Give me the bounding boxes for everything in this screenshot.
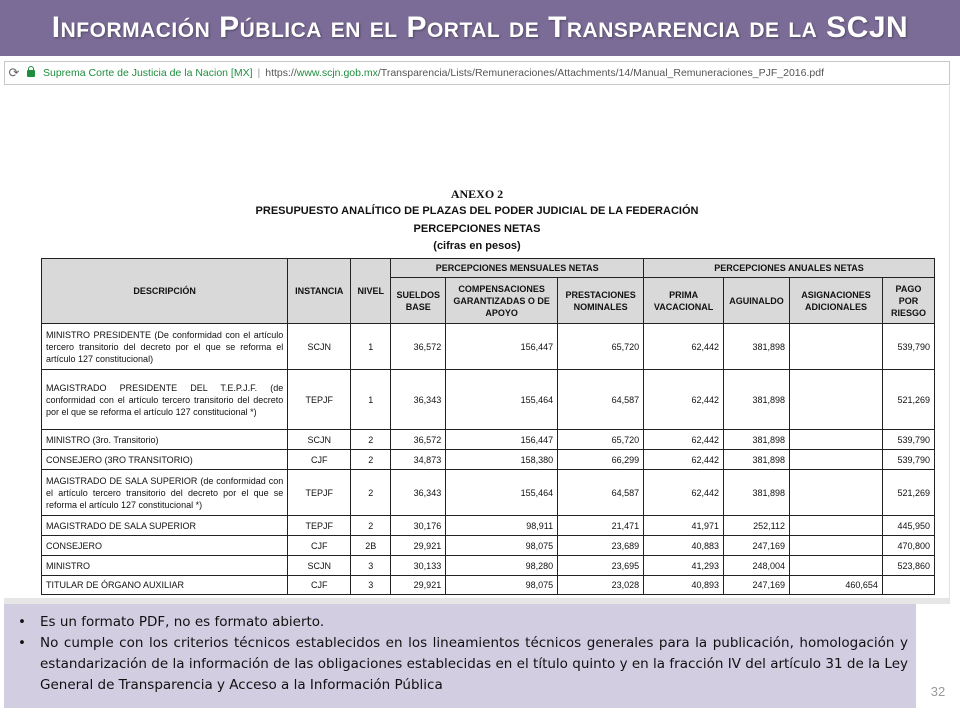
cell-prestaciones: 23,689: [558, 536, 644, 556]
table-row: [42, 450, 935, 470]
browser-address-bar[interactable]: [4, 61, 950, 85]
header-compensaciones: COMPENSACIONES GARANTIZADAS O DE APOYO: [446, 278, 558, 324]
cell-sueldo: 30,133: [391, 556, 446, 576]
cell-aguinaldo: 381,898: [724, 370, 790, 430]
table-row: [42, 430, 935, 450]
header-prima: PRIMA VACACIONAL: [644, 278, 724, 324]
cell-pago: 521,269: [882, 470, 934, 516]
cell-pago: 470,800: [882, 536, 934, 556]
cell-sueldo: 29,921: [391, 536, 446, 556]
cell-aguinaldo: 381,898: [724, 430, 790, 450]
cell-instancia: TEPJF: [288, 470, 351, 516]
cell-sueldo: 34,873: [391, 450, 446, 470]
cell-descripcion: MAGISTRADO DE SALA SUPERIOR: [42, 516, 288, 536]
cell-descripcion: MINISTRO: [42, 556, 288, 576]
cell-sueldo: 36,572: [391, 324, 446, 370]
cell-nivel: 3: [351, 556, 391, 576]
cell-prima: 62,442: [644, 430, 724, 450]
cell-nivel: 2B: [351, 536, 391, 556]
cell-sueldo: 36,572: [391, 430, 446, 450]
cell-instancia: TEPJF: [288, 516, 351, 536]
notes-list: [18, 612, 908, 696]
cell-aguinaldo: 247,169: [724, 576, 790, 595]
header-nivel: NIVEL: [351, 259, 391, 324]
cell-prestaciones: 23,028: [558, 576, 644, 595]
cell-instancia: SCJN: [288, 324, 351, 370]
cell-prima: 40,883: [644, 536, 724, 556]
slide-title: Información Pública en el Portal de Transparencia de la SCJN: [51, 11, 909, 44]
cell-aguinaldo: 381,898: [724, 324, 790, 370]
table-row: [42, 516, 935, 536]
table-row: [42, 370, 935, 430]
cell-sueldo: 29,921: [391, 576, 446, 595]
cell-asignaciones: [790, 536, 883, 556]
cell-nivel: 2: [351, 430, 391, 450]
cell-pago: 445,950: [882, 516, 934, 536]
cell-descripcion: CONSEJERO: [42, 536, 288, 556]
cell-compensacion: 156,447: [446, 430, 558, 450]
site-identity-label[interactable]: Suprema Corte de Justicia de la Nacion [MX]: [43, 67, 253, 79]
cell-prestaciones: 23,695: [558, 556, 644, 576]
cell-nivel: 1: [351, 370, 391, 430]
cell-prestaciones: 21,471: [558, 516, 644, 536]
cell-instancia: SCJN: [288, 556, 351, 576]
cell-prima: 62,442: [644, 324, 724, 370]
url-path: /Transparencia/Lists/Remuneraciones/Attachments/14/Manual_Remuneraciones_PJF_2016.pdf: [377, 67, 824, 79]
note-item: • Es un formato PDF, no es formato abierto.: [18, 612, 908, 633]
cell-asignaciones: 460,654: [790, 576, 883, 595]
notes-box: [4, 604, 916, 708]
cell-compensacion: 155,464: [446, 370, 558, 430]
slide-number: 32: [930, 684, 946, 699]
cell-asignaciones: [790, 430, 883, 450]
cell-prima: 40,893: [644, 576, 724, 595]
cell-asignaciones: [790, 324, 883, 370]
header-anuales: PERCEPCIONES ANUALES NETAS: [644, 259, 935, 278]
cell-prestaciones: 64,587: [558, 470, 644, 516]
cell-prestaciones: 66,299: [558, 450, 644, 470]
slide-title-bar: [0, 0, 960, 56]
cell-aguinaldo: 381,898: [724, 470, 790, 516]
cell-prestaciones: 64,587: [558, 370, 644, 430]
cell-sueldo: 36,343: [391, 370, 446, 430]
cell-prima: 62,442: [644, 470, 724, 516]
cell-nivel: 1: [351, 324, 391, 370]
header-aguinaldo: AGUINALDO: [724, 278, 790, 324]
cell-compensacion: 98,911: [446, 516, 558, 536]
cell-descripcion: MAGISTRADO DE SALA SUPERIOR (de conformidad con el artículo tercero transitorio del decreto por el que se reforma el artículo 127 constitucional *): [42, 470, 288, 516]
table-row: [42, 470, 935, 516]
url-text[interactable]: [265, 67, 824, 79]
annex-title: ANEXO 2: [450, 187, 504, 201]
cell-aguinaldo: 252,112: [724, 516, 790, 536]
cell-asignaciones: [790, 516, 883, 536]
cell-compensacion: 98,280: [446, 556, 558, 576]
cell-prestaciones: 65,720: [558, 430, 644, 450]
url-scheme: https://: [265, 67, 297, 79]
header-sueldos: SUELDOS BASE: [391, 278, 446, 324]
cell-sueldo: 30,176: [391, 516, 446, 536]
cell-pago: 539,790: [882, 450, 934, 470]
cell-descripcion: TITULAR DE ÓRGANO AUXILIAR: [42, 576, 288, 595]
cell-aguinaldo: 381,898: [724, 450, 790, 470]
cell-descripcion: MAGISTRADO PRESIDENTE DEL T.E.P.J.F. (de conformidad con el artículo tercero transitorio del decreto por el que se reforma el artículo 127 constitucional *): [42, 370, 288, 430]
header-descripcion: DESCRIPCIÓN: [42, 259, 288, 324]
header-pago: PAGO POR RIESGO: [882, 278, 934, 324]
cell-pago: 523,860: [882, 556, 934, 576]
cell-asignaciones: [790, 470, 883, 516]
cell-descripcion: MINISTRO (3ro. Transitorio): [42, 430, 288, 450]
table-row: [42, 536, 935, 556]
document-subheading: PERCEPCIONES NETAS: [413, 223, 541, 235]
cell-nivel: 2: [351, 470, 391, 516]
cell-prestaciones: 65,720: [558, 324, 644, 370]
table-row: [42, 324, 935, 370]
cell-asignaciones: [790, 556, 883, 576]
cell-instancia: TEPJF: [288, 370, 351, 430]
address-separator: |: [257, 67, 261, 79]
header-instancia: INSTANCIA: [288, 259, 351, 324]
document-units: (cifras en pesos): [433, 240, 521, 252]
cell-descripcion: CONSEJERO (3RO TRANSITORIO): [42, 450, 288, 470]
cell-aguinaldo: 248,004: [724, 556, 790, 576]
cell-compensacion: 158,380: [446, 450, 558, 470]
cell-sueldo: 36,343: [391, 470, 446, 516]
cell-pago: [882, 576, 934, 595]
cell-instancia: CJF: [288, 536, 351, 556]
cell-compensacion: 98,075: [446, 536, 558, 556]
cell-nivel: 3: [351, 576, 391, 595]
url-host: www.scjn.gob.mx: [296, 67, 378, 79]
header-mensuales: PERCEPCIONES MENSUALES NETAS: [391, 259, 644, 278]
cell-nivel: 2: [351, 516, 391, 536]
cell-pago: 521,269: [882, 370, 934, 430]
cell-aguinaldo: 247,169: [724, 536, 790, 556]
header-prestaciones: PRESTACIONES NOMINALES: [558, 278, 644, 324]
cell-compensacion: 98,075: [446, 576, 558, 595]
cell-pago: 539,790: [882, 324, 934, 370]
cell-asignaciones: [790, 370, 883, 430]
cell-nivel: 2: [351, 450, 391, 470]
cell-prima: 41,971: [644, 516, 724, 536]
table-row: [42, 576, 935, 595]
cell-compensacion: 155,464: [446, 470, 558, 516]
reload-icon[interactable]: ⟳: [8, 65, 20, 80]
cell-instancia: SCJN: [288, 430, 351, 450]
note-item: • No cumple con los criterios técnicos establecidos en los lineamientos técnicos generales para la publicación, homologación y estandarización de la información de las obligaciones establecidas en el título quinto y en la fracción IV del artículo 31 de la Ley General de Transparencia y Acceso a la Información Pública: [18, 633, 908, 696]
lock-icon[interactable]: [25, 68, 39, 78]
cell-instancia: CJF: [288, 450, 351, 470]
cell-compensacion: 156,447: [446, 324, 558, 370]
cell-prima: 62,442: [644, 370, 724, 430]
cell-pago: 539,790: [882, 430, 934, 450]
cell-asignaciones: [790, 450, 883, 470]
cell-descripcion: MINISTRO PRESIDENTE (De conformidad con el artículo tercero transitorio del decreto por el que se reforma el artículo 127 constitucional): [42, 324, 288, 370]
salary-table: [41, 258, 935, 595]
header-asignaciones: ASIGNACIONES ADICIONALES: [790, 278, 883, 324]
cell-prima: 41,293: [644, 556, 724, 576]
document-heading: PRESUPUESTO ANALÍTICO DE PLAZAS DEL PODER JUDICIAL DE LA FEDERACIÓN: [255, 205, 699, 217]
pdf-viewer[interactable]: [4, 86, 950, 604]
cell-prima: 62,442: [644, 450, 724, 470]
cell-instancia: CJF: [288, 576, 351, 595]
table-row: [42, 556, 935, 576]
